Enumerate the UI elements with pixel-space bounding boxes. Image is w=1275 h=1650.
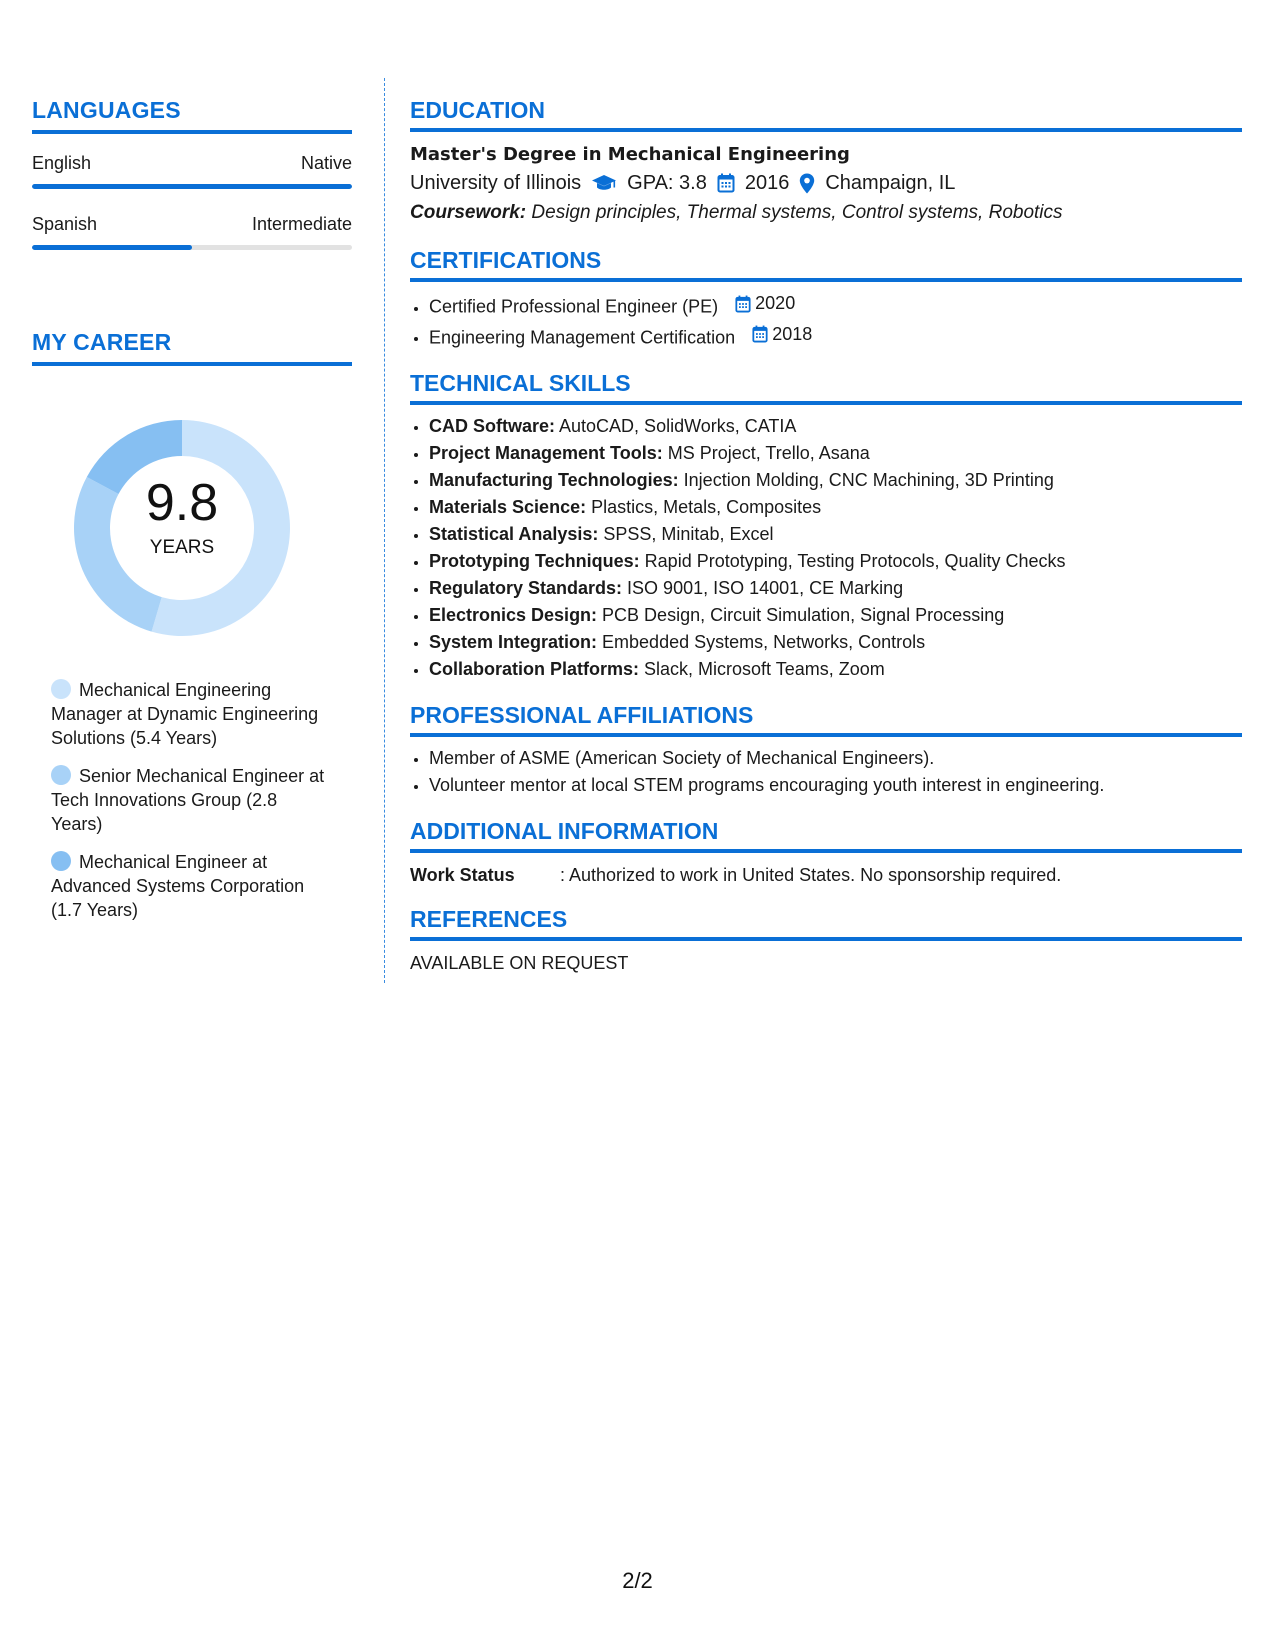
right-column [410,96,1242,993]
career-dot [51,765,71,785]
certifications-heading: CERTIFICATIONS [410,246,1242,282]
languages-heading: LANGUAGES [32,96,352,134]
work-status-label: Work Status [410,865,515,885]
calendar-icon [735,295,751,313]
work-status-row [410,863,1242,887]
skill-label: Collaboration Platforms: [429,659,640,679]
skill-label: Manufacturing Technologies: [429,470,679,490]
language-item [32,152,352,189]
certifications-list [410,290,1242,351]
skill-value: Embedded Systems, Networks, Controls [597,632,926,652]
education-year: 2016 [744,172,790,194]
calendar-icon [752,325,768,343]
affiliations-list [410,745,1242,799]
skills-heading: TECHNICAL SKILLS [410,369,1242,405]
education-degree: Master's Degree in Mechanical Engineering [410,144,850,165]
skill-value: AutoCAD, SolidWorks, CATIA [555,416,797,436]
column-divider [384,78,385,983]
skill-item [429,467,1242,494]
skill-value: Rapid Prototyping, Testing Protocols, Quality Checks [639,551,1066,571]
skill-value: SPSS, Minitab, Excel [598,524,774,544]
career-role-text: Mechanical Engineering Manager at Dynamic Engineering Solutions (5.4 Years) [51,680,319,748]
skill-label: CAD Software: [429,416,556,436]
affiliations-section [410,701,1242,799]
certification-year: 2018 [772,323,813,344]
additional-info-section [410,817,1242,887]
skills-section [410,369,1242,683]
language-level: Native [300,153,352,173]
career-role-text: Senior Mechanical Engineer at Tech Innovations Group (2.8 Years) [51,766,325,834]
skill-item [429,548,1242,575]
skill-label: Regulatory Standards: [429,578,623,598]
education-gpa: GPA: 3.8 [627,172,707,194]
affiliations-heading: PROFESSIONAL AFFILIATIONS [410,701,1242,737]
certification-name: Engineering Management Certification [429,327,736,347]
career-role-text: Mechanical Engineer at Advanced Systems Corporation (1.7 Years) [51,852,305,920]
language-name: Spanish [32,214,98,234]
career-item [51,764,326,836]
language-level: Intermediate [251,214,352,234]
education-location: Champaign, IL [825,172,956,194]
location-pin-icon [799,173,815,194]
skill-item [429,440,1242,467]
language-proficiency-bar [32,245,352,250]
skill-item [429,575,1242,602]
language-proficiency-fill [32,245,192,250]
skill-item [429,521,1242,548]
education-section [410,96,1242,228]
skill-value: MS Project, Trello, Asana [662,443,870,463]
language-proficiency-fill [32,184,352,189]
references-section [410,905,1242,975]
calendar-icon [717,173,735,193]
language-name: English [32,153,92,173]
skill-label: Project Management Tools: [429,443,663,463]
skill-label: Electronics Design: [429,605,598,625]
skill-value: ISO 9001, ISO 14001, CE Marking [622,578,904,598]
certification-name: Certified Professional Engineer (PE) [429,296,719,317]
skill-label: Statistical Analysis: [429,524,599,544]
language-proficiency-bar [32,184,352,189]
career-item [51,678,326,750]
skill-item [429,629,1242,656]
career-donut-chart [62,408,302,648]
skill-label: System Integration: [429,632,598,652]
skill-item [429,413,1242,440]
certifications-section [410,246,1242,351]
page-number: 2/2 [622,1568,653,1593]
certification-item [429,321,1242,352]
skill-value: Slack, Microsoft Teams, Zoom [639,659,885,679]
education-heading: EDUCATION [410,96,1242,132]
skill-value: Injection Molding, CNC Machining, 3D Printing [678,470,1054,490]
career-heading: MY CAREER [32,328,352,366]
skill-item [429,656,1242,683]
education-coursework [410,198,1242,228]
skill-value: Plastics, Metals, Composites [586,497,822,517]
work-status-value: : Authorized to work in United States. No sponsorship required. [560,865,1062,885]
left-column [32,96,352,936]
career-years-label: YEARS [149,537,215,558]
language-item [32,213,352,250]
skill-label: Materials Science: [429,497,587,517]
affiliation-item: • Member of ASME (American Society of Mechanical Engineers). [429,745,1242,772]
skill-label: Prototyping Techniques: [429,551,640,571]
education-school: University of Illinois [410,172,582,194]
affiliation-item: • Volunteer mentor at local STEM programs encouraging youth interest in engineering. [429,772,1242,799]
coursework-label: Coursework: [410,202,527,223]
certification-item [429,290,1242,321]
skills-list [410,413,1242,683]
career-item [51,850,326,922]
skill-value: PCB Design, Circuit Simulation, Signal Processing [597,605,1005,625]
education-details [410,168,1242,198]
skill-item [429,602,1242,629]
career-dot [51,679,71,699]
skill-item [429,494,1242,521]
career-dot [51,851,71,871]
career-total-years: 9.8 [145,474,219,532]
references-text: AVAILABLE ON REQUEST [410,953,629,973]
coursework-list: Design principles, Thermal systems, Control systems, Robotics [526,202,1063,223]
references-heading: REFERENCES [410,905,1242,941]
certification-year: 2020 [755,293,796,313]
graduation-cap-icon [591,174,617,192]
additional-info-heading: ADDITIONAL INFORMATION [410,817,1242,853]
career-list [32,678,326,922]
